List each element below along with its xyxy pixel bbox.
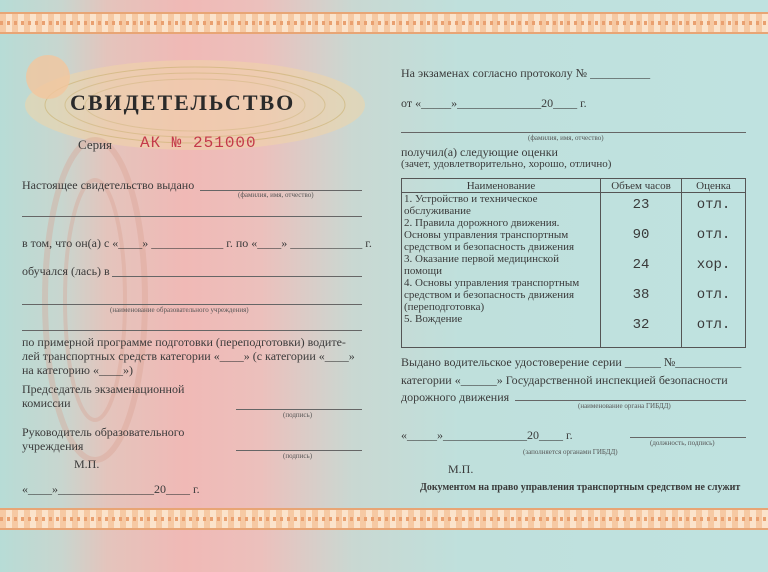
position-caption: (должность, подпись) [650,439,715,447]
header-name: Наименование [402,179,601,193]
position-sign-line [630,437,746,438]
subject-line: (переподготовка) [404,301,485,313]
name-caption: (фамилия, имя, отчество) [238,191,314,199]
subject-line: 2. Правила дорожного движения. [404,217,560,229]
subject-line: средством и безопасность движения [404,289,575,301]
header-hours: Объем часов [601,179,682,193]
right-date: «_____»______________20____ г. [401,428,573,442]
period-text: в том, что он(а) с «____» ____________ г. по «____» ____________ г. [22,236,372,250]
hours-value: 23 [632,197,650,213]
not-a-license-notice: Документом на право управления транспортным средством не служит [420,482,741,493]
certificate-title: СВИДЕТЕЛЬСТВО [70,90,296,115]
hours-value: 24 [632,257,650,273]
program-line-3: на категорию «____») [22,363,133,377]
grade-value: отл. [696,197,731,213]
grades-intro: получил(а) следующие оценки [401,145,558,159]
series-number: АК № 251000 [140,134,257,152]
subject-line: Основы управления транспортным [404,229,569,241]
program-line-1: по примерной программе подготовки (переподготовки) водите- [22,335,346,349]
right-name-caption: (фамилия, имя, отчество) [528,134,604,142]
grades-table [401,178,746,348]
head-sign-line [236,450,362,451]
subject-line: 3. Оказание первой медицинской [404,253,560,265]
series-label: Серия [78,137,113,152]
org-caption: (наименование образовательного учреждения) [110,306,249,314]
license-line-2: категории «______» Государственной инспекцией безопасности [401,373,728,387]
org-line-2 [22,304,362,305]
studied-label: обучался (лась) в [22,264,110,278]
name-line-2 [22,216,362,217]
exam-date-text: от «_____»______________20____ г. [401,96,587,110]
fill-caption: (заполняется органами ГИБДД) [523,448,618,456]
grade-value: отл. [696,287,731,303]
exam-protocol-text: На экзаменах согласно протоколу № __________ [401,66,651,80]
gibdd-org-line [515,400,746,401]
subject-list [402,193,601,348]
program-line-2: лей транспортных средств категории «____» (с категории «____» [22,349,355,363]
chairman-sign-caption: (подпись) [283,411,313,419]
chairman-label-1: Председатель экзаменационной [22,382,185,396]
head-sign-caption: (подпись) [283,452,313,460]
subject-line: обслуживание [404,205,471,217]
chairman-label-2: комиссии [22,396,71,410]
left-stamp-label: М.П. [74,457,100,471]
grade-value: отл. [696,317,731,333]
org-line-3 [22,330,362,331]
org-line [112,276,362,277]
left-date: «____»________________20____ г. [22,482,200,496]
grade-value: хор. [696,257,731,273]
subject-line: помощи [404,265,442,277]
grades-header-row [402,179,746,193]
head-label-1: Руководитель образовательного [22,425,185,439]
hours-value: 90 [632,227,650,243]
right-stamp-label: М.П. [448,462,474,476]
hours-value: 38 [632,287,650,303]
subject-line: средством и безопасность движения [404,241,575,253]
grade-column [682,193,746,348]
right-name-line [401,132,746,133]
grades-scale: (зачет, удовлетворительно, хорошо, отлично) [401,158,612,170]
hours-column [601,193,682,348]
hours-value: 32 [632,317,650,333]
header-grade: Оценка [682,179,746,193]
grades-body-row [402,193,746,348]
top-ornament-band [0,12,768,34]
chairman-sign-line [236,409,362,410]
grade-value: отл. [696,227,731,243]
subject-line: 5. Вождение [404,313,463,325]
subject-line: 4. Основы управления транспортным [404,277,580,289]
subject-line: 1. Устройство и техническое [404,193,538,205]
gibdd-org-caption: (наименование органа ГИБДД) [578,402,671,410]
head-label-2: учреждения [22,439,84,453]
bottom-ornament-band [0,508,768,530]
license-line-1: Выдано водительское удостоверение серии ______ №___________ [401,355,742,369]
issued-to-label: Настоящее свидетельство выдано [22,178,195,192]
license-line-3: дорожного движения [401,390,510,404]
